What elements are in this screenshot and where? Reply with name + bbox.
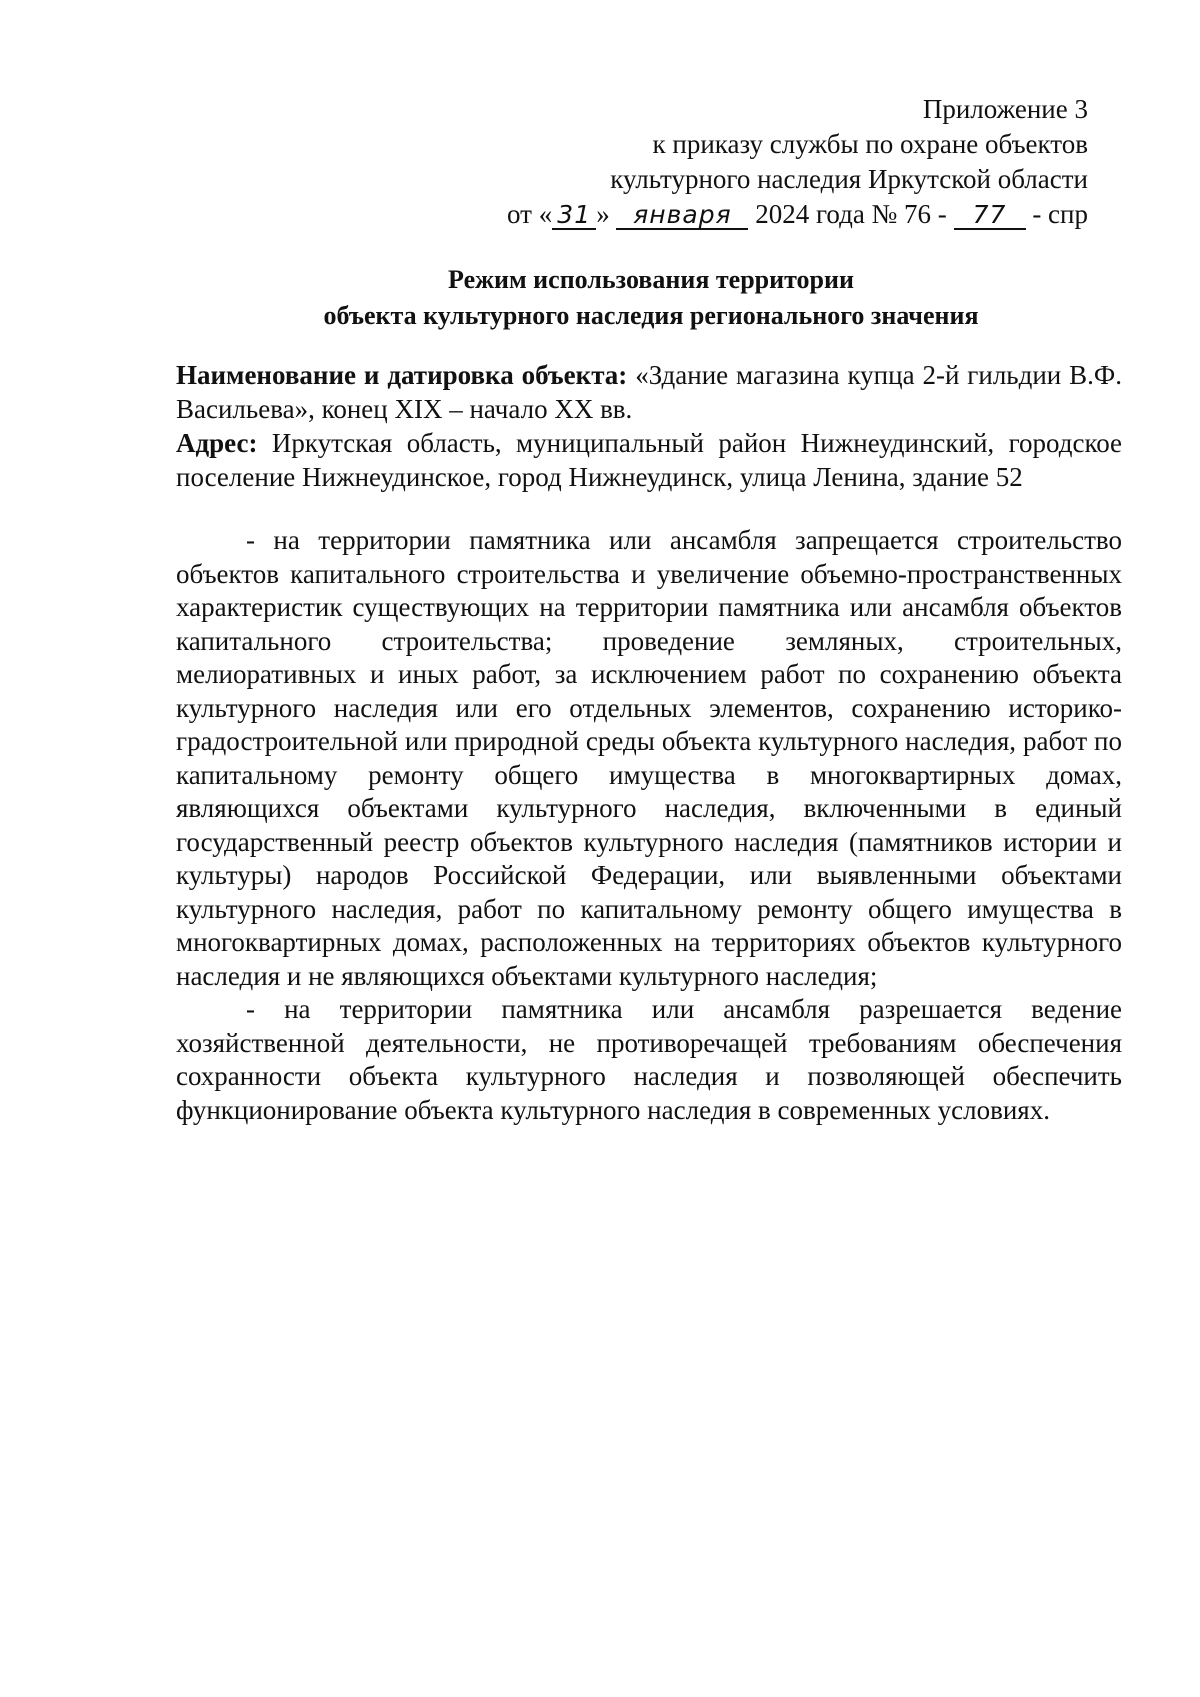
order-reference-line-1: к приказу службы по охране объектов [652,129,1088,159]
object-address-label: Адрес: [176,428,258,458]
handwritten-day: 31 [552,202,596,230]
appendix-label: Приложение 3 [922,94,1088,124]
object-name-value: «Здание магазина купца 2-й гильдии В.Ф. Васильева», конец XIX – начало XX вв. [176,360,1122,424]
regime-body [176,524,1122,1127]
paragraph-prohibitions: - на территории памятника или ансамбля запрещается строительство объектов капитального строительства и увеличение объемно-пространственных характеристик существующих на территории памятника или ансамбля объектов капитального строительства; проведение земляных, строительных, мелиоративных и иных работ, за исключением работ по сохранению объекта культурного наследия или его отдельных элементов, сохранению историко-градостроительной или природной среды объекта культурного наследия, работ по капитальному ремонту общего имущества в многоквартирных домах, являющихся объектами культурного наследия, включенными в единый государственный реестр объектов культурного наследия (памятников истории и культуры) народов Российской Федерации, или выявленными объектами культурного наследия, работ по капитальному ремонту общего имущества в многоквартирных домах, расположенных на территориях объектов культурного наследия и не являющихся объектами культурного наследия; [176,525,1122,991]
paragraph-permissions: - на территории памятника или ансамбля разрешается ведение хозяйственной деятельности, не противоречащей требованиям обеспечения сохранности объекта культурного наследия и позволяющей обеспечить функционирование объекта культурного наследия в современных условиях. [176,994,1122,1125]
object-name-label: Наименование и датировка объекта: [176,360,628,390]
order-tail: - спр [1032,199,1088,229]
handwritten-month: января [616,202,748,230]
date-mid: » [596,199,610,229]
date-prefix: от « [507,199,553,229]
document-title [176,262,1126,334]
object-address-value: Иркутская область, муниципальный район Нижнеудинский, городское поселение Нижнеудинское, город Нижнеудинск, улица Ленина, здание 52 [176,428,1123,492]
order-date-line [388,197,1088,232]
object-address [176,426,1122,494]
handwritten-order-number: 77 [954,202,1026,230]
date-suffix: 2024 года № 76 - [755,199,947,229]
title-line-1: Режим использования территории [448,265,854,294]
title-line-2: объекта культурного наследия регионального значения [323,301,979,330]
document-header [388,92,1088,232]
order-reference-line-2: культурного наследия Иркутской области [610,164,1088,194]
object-info [176,358,1122,494]
object-name [176,358,1122,426]
